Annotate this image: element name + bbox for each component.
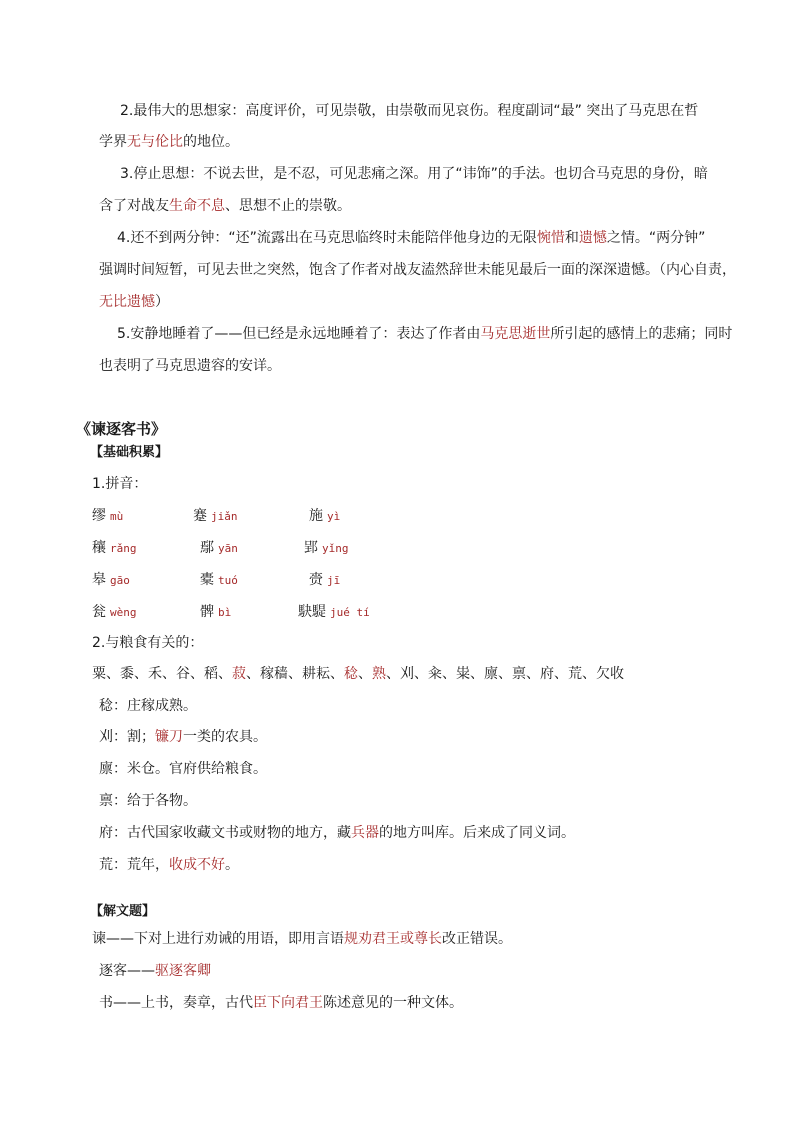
definition-lin: 廪：米仓。官府供给粮食。 (99, 761, 267, 777)
paragraph-3-line-2 (99, 196, 351, 216)
paragraph-4-line-1 (117, 228, 705, 248)
title-explanation-jian: 谏——下对上进行劝诫的用语，即用言语规劝君王或尊长改正错误。 (92, 931, 512, 947)
definition-bing: 禀：给于各物。 (99, 793, 197, 809)
pinyin-item: 皋 gāo (92, 572, 130, 588)
definition-yi: 刈：割；镰刀一类的农具。 (99, 729, 267, 745)
highlighted-text: 镰刀 (155, 729, 183, 745)
text: 2.最伟大的思想家：高度评价，可见崇敬，由崇敬而见哀伤。程度副词“最” 突出了马克思在哲 (120, 103, 699, 119)
highlighted-text: 无比遗憾 (99, 294, 155, 310)
basic-accumulation-header: 【基础积累】 (90, 445, 169, 460)
pinyin-item: 瓮 wèng (92, 604, 137, 620)
pinyin-item: 蹇 jiǎn (193, 508, 238, 524)
pinyin-item: 橐 tuó (200, 572, 238, 588)
paragraph-5-line-1 (117, 324, 732, 344)
paragraph-4-line-3 (99, 292, 169, 312)
title-explanation-zhuke: 逐客——驱逐客卿 (99, 963, 211, 979)
definition-ren: 稔：庄稼成熟。 (99, 698, 197, 714)
paragraph-2-line-1 (120, 101, 698, 121)
title-explanation-shu: 书——上书，奏章，古代臣下向君王陈述意见的一种文体。 (99, 995, 463, 1011)
paragraph-5-line-2 (99, 356, 281, 376)
paragraph-2-line-2 (99, 132, 239, 152)
pinyin-item: 穰 rǎng (92, 540, 137, 556)
text: 3.停止思想：不说去世，是不忍，可见悲痛之深。用了“讳饰”的手法。也切合马克思的身份，暗 (120, 166, 708, 182)
text: 、思想不止的崇敬。 (225, 198, 351, 214)
text: 也表明了马克思遗容的安详。 (99, 358, 281, 374)
highlighted-text: 无与伦比 (127, 134, 183, 150)
pinyin-item: 鄢 yān (200, 540, 238, 556)
highlighted-text: 生命不息 (169, 198, 225, 214)
definition-huang: 荒：荒年，收成不好。 (99, 857, 239, 873)
pinyin-item: 缪 mù (92, 508, 124, 524)
title-explanation-header: 【解文题】 (90, 904, 156, 919)
paragraph-3-line-1 (120, 164, 708, 184)
text: 4.还不到两分钟：“还”流露出在马克思临终时未能陪伴他身边的无限 (117, 230, 537, 246)
text: 之情。“两分钟” (606, 230, 706, 246)
highlighted-text: 熟 (372, 666, 386, 682)
highlighted-text: 马克思逝世 (480, 326, 551, 342)
highlighted-text: 臣下向君王 (253, 995, 323, 1011)
text: 学界 (99, 134, 127, 150)
highlighted-text: 遗憾 (578, 230, 607, 246)
text: 强调时间短暂，可见去世之突然，饱含了作者对战友溘然辞世未能见最后一面的深深遗憾。（内心自责， (99, 262, 736, 278)
text: 的地位。 (183, 134, 239, 150)
grain-label: 2.与粮食有关的： (92, 635, 204, 651)
text: ） (155, 294, 169, 310)
text: 含了对战友 (99, 198, 169, 214)
pinyin-item: 施 yì (309, 508, 341, 524)
highlighted-text: 兵器 (351, 825, 379, 841)
text: 和 (564, 230, 579, 246)
section-title: 《谏逐客书》 (76, 420, 167, 438)
highlighted-text: 菽 (232, 666, 246, 682)
highlighted-text: 规劝君王或尊长 (344, 931, 442, 947)
pinyin-item: 赍 jī (309, 572, 341, 588)
pinyin-item: 駃騠 jué tí (298, 604, 370, 620)
grain-list: 粟、黍、禾、谷、稻、菽、稼穑、耕耘、稔、熟、刈、籴、粜、廪、禀、府、荒、欠收 (92, 666, 624, 682)
text: 所引起的感情上的悲痛；同时 (550, 326, 733, 342)
highlighted-text: 惋惜 (536, 230, 565, 246)
text: 5.安静地睡着了——但已经是永远地睡着了：表达了作者由 (117, 326, 481, 342)
highlighted-text: 稔 (344, 666, 358, 682)
pinyin-item: 髀 bì (200, 604, 232, 620)
pinyin-label: 1.拼音： (92, 476, 148, 492)
pinyin-item: 郢 yǐng (304, 540, 349, 556)
definition-fu: 府：古代国家收藏文书或财物的地方，藏兵器的地方叫库。后来成了同义词。 (99, 825, 575, 841)
highlighted-text: 收成不好 (169, 857, 225, 873)
paragraph-4-line-2 (99, 260, 736, 280)
highlighted-text: 驱逐客卿 (155, 963, 211, 979)
